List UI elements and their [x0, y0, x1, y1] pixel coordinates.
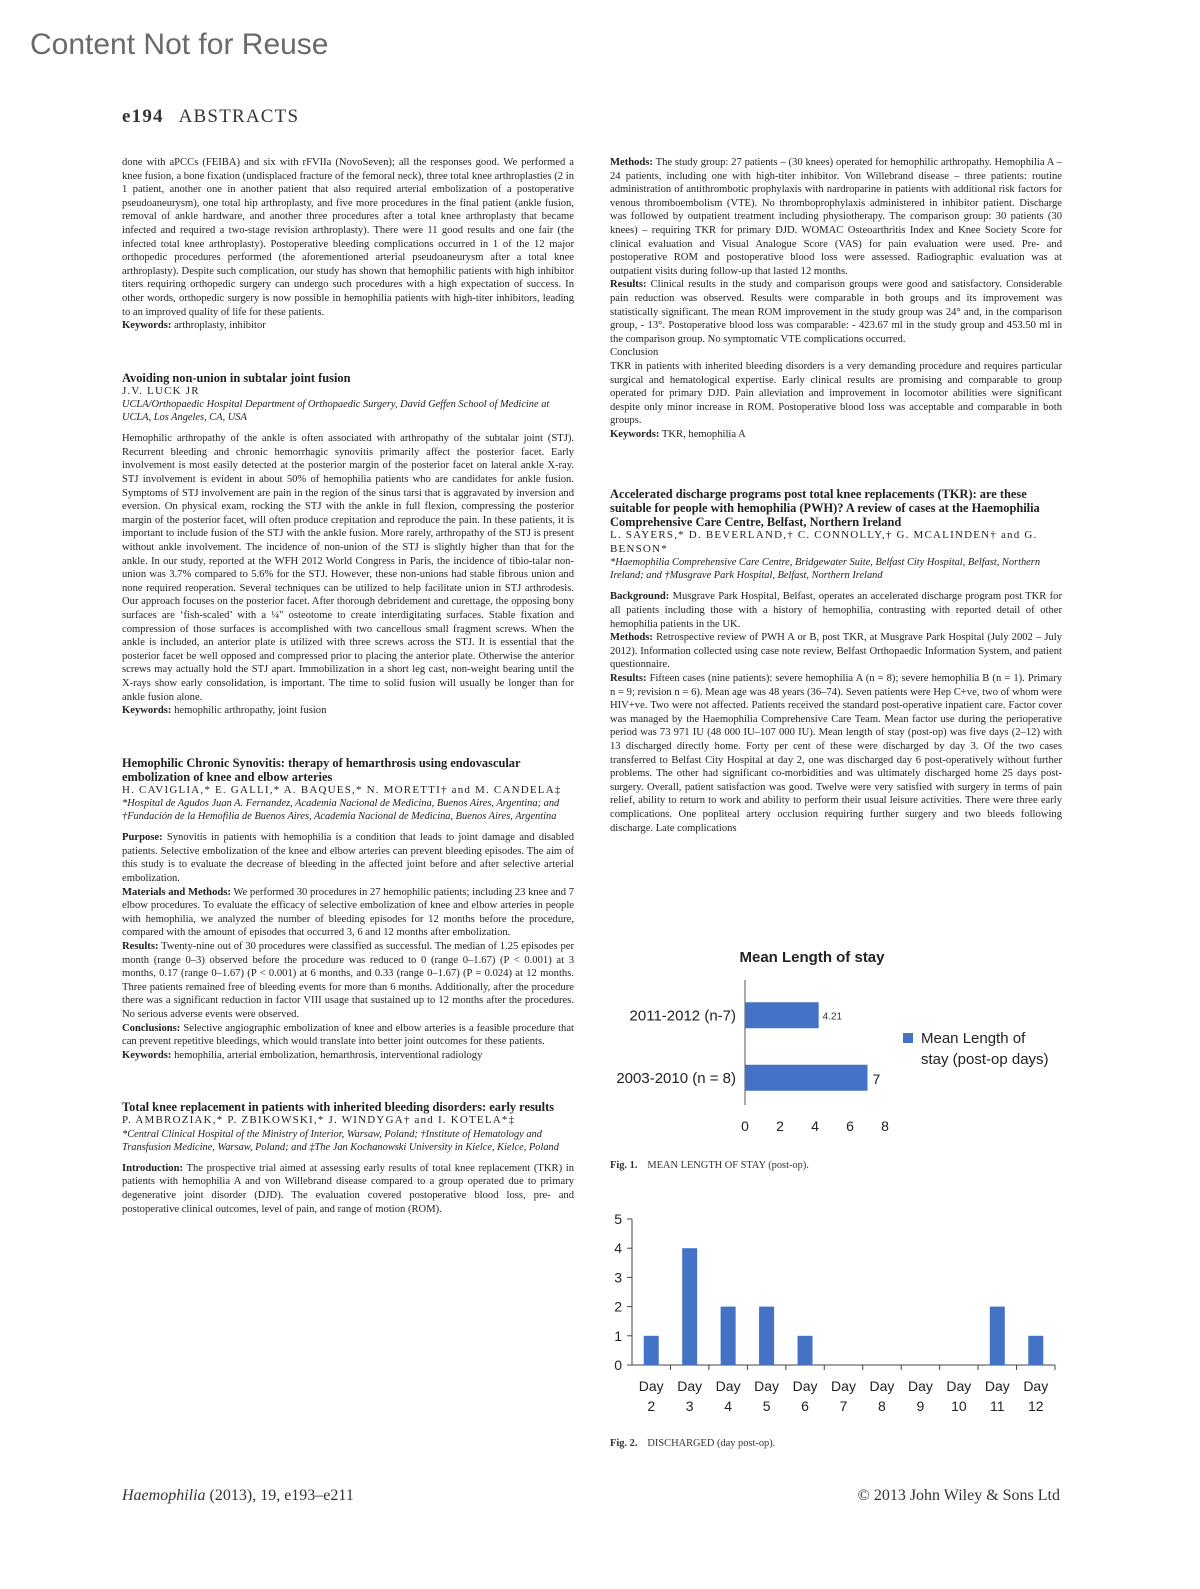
- intro-keywords: [122, 319, 574, 333]
- y-tick-label: 0: [614, 1357, 622, 1373]
- section-label: Background:: [610, 591, 670, 603]
- y-tick-label: 3: [614, 1269, 622, 1286]
- figure-1: [600, 935, 1070, 1145]
- x-tick-label-line1: Day: [677, 1378, 703, 1394]
- x-tick-label-line2: 8: [878, 1398, 886, 1414]
- abstract-title: Avoiding non-union in subtalar joint fusion: [122, 370, 351, 385]
- abstract-title: Total knee replacement in patients with inherited bleeding disorders: early results: [122, 1100, 555, 1115]
- x-tick-label-line1: Day: [831, 1378, 856, 1394]
- keywords-label: Keywords:: [122, 320, 172, 332]
- category-label: 2003-2010 (n = 8): [616, 1069, 736, 1087]
- caption-label: Fig. 2.: [610, 1438, 638, 1449]
- abstract-affiliation: *Hospital de Agudos Juan A. Fernandez, Academia Nacional de Medicina, Buenos Aires, Argentina; and †Fundación de la Hemofilia de Buenos Aires, Academia Nacional de Medicina, Buenos Aires, Argentina: [122, 798, 560, 823]
- x-tick-label-line1: Day: [754, 1378, 780, 1394]
- x-tick-label: 8: [881, 1118, 889, 1134]
- keywords-label: Keywords:: [122, 705, 172, 717]
- x-tick-label-line1: Day: [715, 1378, 741, 1394]
- y-tick-label: 1: [614, 1327, 622, 1344]
- section-text: Synovitis in patients with hemophilia is a condition that leads to joint damage and disabled patients. Selective embolization of the knee and elbow arteries can prevent bleeding episodes. The aim of this study is to evaluate the decrease of bleeding in the affected joint before and after selective arterial embolization.: [122, 832, 574, 884]
- x-tick-label-line1: Day: [1023, 1378, 1049, 1394]
- introduction-section: [122, 1162, 574, 1216]
- journal-name: Haemophilia: [122, 1487, 206, 1504]
- abstract-authors: L. SAYERS,* D. BEVERLAND,† C. CONNOLLY,† G. MCALINDEN† and G. BENSON*: [610, 529, 1038, 555]
- conclusion-heading: Conclusion: [610, 347, 659, 359]
- chart-title: Mean Length of stay: [739, 949, 885, 966]
- section-label: Introduction:: [122, 1162, 184, 1174]
- x-tick-label-line2: 5: [762, 1398, 771, 1414]
- caption-label: Fig. 1.: [610, 1160, 638, 1171]
- section-label: Results:: [610, 279, 647, 291]
- keywords-label: Keywords:: [122, 1049, 172, 1061]
- y-tick-label: 4: [614, 1240, 622, 1257]
- watermark: Content Not for Reuse: [30, 28, 329, 61]
- section-label: Conclusions:: [122, 1022, 181, 1034]
- mean-length-of-stay-chart: [600, 935, 1070, 1145]
- abstract-affiliation: *Central Clinical Hospital of the Ministry of Interior, Warsaw, Poland; †Institute of Hematology and Transfusion Medicine, Warsaw, Poland; and ‡The Jan Kochanowski University in Kielce, Kielce, Poland: [122, 1128, 559, 1153]
- keywords-label: Keywords:: [610, 428, 660, 440]
- data-label: 7: [872, 1070, 881, 1087]
- bar: [798, 1336, 813, 1365]
- x-tick-label: 2: [776, 1118, 784, 1134]
- methods-section: [122, 886, 574, 940]
- results-section: [122, 940, 574, 1022]
- y-tick-label: 2: [614, 1298, 622, 1315]
- abstract-keywords: [122, 704, 574, 718]
- x-tick-label-line2: 6: [801, 1398, 809, 1414]
- page-number: e194: [122, 106, 164, 127]
- bar: [721, 1307, 736, 1365]
- section-text: Fifteen cases (nine patients): severe hemophilia A (n = 8); severe hemophilia B (n = 1). Primary n = 9; revision n = 6). Mean age was 48 years (36–74). Seven patients were Hep C+ve, two of whom were HIV+ve. Two were not affected. Patients received the standard post-operative inpatient care. Factor cover was managed by the Haemophilia Comprehensive Care Team. Mean factor use during the perioperative period was 73 971 IU (48 000 IU–107 000 IU). Mean length of stay (post-op) was five days (2–12) with 13 discharged directly home. Forty per cent of these were discharged by day 3. Of the two cases transferred to Belfast City Hospital at day 2, one was discharged day 6 post-operatively without further problems. The other had significant co-morbidities and was ultimately discharged home 25 days post-surgery. Overall, patient satisfaction was good. Twelve were very satisfied with surgery in terms of pain relief, ability to return to work and ability to perform their usual leisure activities. There were three early complications. One popliteal artery occlusion requiring further surgery and two bleeds following discharge. Late complications: [610, 673, 1062, 834]
- bar: [745, 1065, 868, 1091]
- bar: [990, 1307, 1005, 1365]
- abstract-title: Hemophilic Chronic Synovitis: therapy of hemarthrosis using endovascular embolization of knee and elbow arteries: [122, 755, 521, 784]
- section-text: Twenty-nine out of 30 procedures were classified as successful. The median of 1.25 episodes per month (range 0–3) observed before the procedure was reduced to 0 (range 0–1.67) (P < 0.001) at 3 months, 0.17 (range 0–1.67) (P < 0.001) at 6 months, and 0.33 (range 0–1.67) (P = 0.024) at 12 months. Three patients remained free of bleeding events for more than 6 months. Additionally, after the procedure there was a significant reduction in factor VIII usage that sustained up to 12 months after the procedures. No serious adverse events were observed.: [122, 940, 574, 1020]
- background-section: [610, 590, 1062, 631]
- section-title: ABSTRACTS: [178, 106, 300, 127]
- x-tick-label-line1: Day: [907, 1378, 933, 1394]
- abstract-body: Hemophilic arthropathy of the ankle is often associated with arthropathy of the subtalar joint (STJ). Recurrent bleeding and chronic hemorrhagic synovitis primarily affect the posterior facet. Early involvement is most easily detected at the posterior margin of the posterior facet on lateral ankle X-ray. STJ involvement is evident in about 50% of hemophilia patients who are candidates for ankle fusion. Symptoms of STJ involvement are pain in the region of the sinus tarsi that is aggravated by inversion and eversion. On physical exam, rocking the STJ with the ankle in full flexion, compressing the posterior margin of the posterior facet, will often produce crepitation and reproduce the pain. In these patients, it is important to include fusion of the STJ with the ankle fusion. More rarely, arthropathy of the STJ is present without ankle involvement. The incidence of non-union of the STJ is slightly higher than that for the ankle. In our study, reported at the WFH 2012 World Congress in Paris, the incidence of tibio-talar non-union was 3.7% compared to 5.6% for the STJ. However, these non-unions had stable fibrous union and none required reoperation. Several techniques can be utilized to help facilitate union in STJ arthrodesis. Our approach focuses on the posterior facet. After thorough debridement and curettage, the opposing bony surfaces are ‘fish-scaled’ with a ¼" osteotome to create interdigitating surfaces. Stable fixation and compression of those surfaces is accomplished with two cancellous small fragment screws. When the ankle is included, an anterior plate is utilized with three screws across the STJ. It is essential that the posterior facet be well opposed and compressed prior to placing the anterior plate. Otherwise the anterior screws may actually hold the STJ apart. Immobilization in a short leg cast, non-weight bearing until the X-rays show early consolidation, is important. The time to solid fusion will usually be longer than for ankle fusion alone.: [122, 433, 574, 703]
- section-label: Results:: [610, 673, 647, 685]
- x-tick-label-line1: Day: [869, 1378, 895, 1394]
- right-column: [610, 156, 1062, 835]
- x-tick-label-line2: 7: [839, 1398, 848, 1414]
- section-text: Retrospective review of PWH A or B, post TKR, at Musgrave Park Hospital (July 2002 – July 2012). Information collected using case note review, Belfast Orthopaedic Information System, and patient questionnaire.: [610, 632, 1063, 671]
- abstract-keywords: [610, 428, 1062, 442]
- figure-1-caption: [610, 1160, 809, 1171]
- y-tick-label: 5: [614, 1211, 622, 1227]
- x-tick-label-line2: 10: [951, 1398, 967, 1414]
- caption-text: DISCHARGED (day post-op).: [647, 1438, 776, 1449]
- abstract-affiliation: *Haemophilia Comprehensive Care Centre, Bridgewater Suite, Belfast City Hospital, Belfast, Northern Ireland; and †Musgrave Park Hospital, Belfast, Northern Ireland: [610, 557, 1041, 582]
- section-label: Methods:: [610, 157, 653, 168]
- section-label: Methods:: [610, 632, 653, 644]
- x-tick-label-line1: Day: [792, 1378, 818, 1394]
- left-column: [122, 156, 574, 1216]
- x-tick-label-line2: 3: [685, 1398, 694, 1414]
- methods-section: [610, 631, 1062, 672]
- x-tick-label-line1: Day: [984, 1378, 1010, 1394]
- section-text: Selective angiographic embolization of knee and elbow arteries is a feasible procedure that can prevent repetitive bleedings, which would translate into better joint outcomes for these patients.: [122, 1022, 574, 1048]
- figure-2-caption: [610, 1438, 775, 1449]
- legend-label-line1: Mean Length of: [921, 1030, 1026, 1047]
- x-tick-label: 6: [846, 1118, 854, 1134]
- abstract-title: Accelerated discharge programs post total knee replacements (TKR): are these suitable for people with hemophilia (PWH)? A review of cases at the Haemophilia Comprehensive Care Centre, Belfast, Northern Ireland: [610, 487, 1040, 530]
- section-text: We performed 30 procedures in 27 hemophilic patients; including 23 knee and 7 elbow procedures. To evaluate the efficacy of selective embolization of knee and elbow arteries in people with hemophilia, we analyzed the number of bleeding episodes for 12 months before the procedure, compared with the amount of episodes that occurred 3, 6 and 12 months after embolization.: [122, 886, 574, 939]
- abstract-affiliation: UCLA/Orthopaedic Hospital Department of Orthopaedic Surgery, David Geffen School of Medicine at UCLA, Los Angeles, CA, USA: [122, 399, 550, 424]
- conclusion-text: TKR in patients with inherited bleeding disorders is a very demanding procedure and requires particular surgical and hematological expertise. Early clinical results are promising and comparable to group operated for primary DJD. Pain alleviation and improvement in locomotor abilities were significant despite only minor increase in ROM. Postoperative blood loss was acceptable and comparable in both groups.: [610, 360, 1062, 427]
- keywords-text: arthroplasty, inhibitor: [174, 320, 266, 332]
- results-section: [610, 672, 1062, 835]
- x-tick-label: 4: [811, 1118, 819, 1134]
- section-text: Musgrave Park Hospital, Belfast, operates an accelerated discharge program post TKR for all patients including those with a history of hemophilia, contrasting with reported detail of other hemophilia patients in the UK.: [610, 591, 1062, 630]
- x-tick-label-line2: 9: [916, 1398, 925, 1414]
- discharged-day-chart: [600, 1205, 1070, 1430]
- section-label: Results:: [122, 940, 159, 952]
- bar: [1028, 1336, 1043, 1365]
- section-text: The prospective trial aimed at assessing early results of total knee replacement (TKR) in patients with hemophilia A and von Willebrand disease compared to a group operated due to primary degenerative joint disorder (DJD). The evaluation covered postoperative blood loss, pre- and postoperative clinical outcomes, level of pain, and range of motion (ROM).: [122, 1162, 574, 1215]
- conclusions-section: [122, 1022, 574, 1049]
- x-tick-label-line2: 12: [1027, 1398, 1044, 1414]
- section-text: The study group: 27 patients – (30 knees) operated for hemophilic arthropathy. Hemophilia A – 24 patients, including one with high-titer inhibitor. Von Willebrand disease – three patients: routine administration of antithrombotic prophylaxis with nardroparine in patients with additional risk factors for venous thromboembolism (VTE). No thromboprophylaxis administered in inhibitor patient. Discharge was followed by outpatient treatment including physiotherapy. The comparison group: 30 patients (30 knees) – requiring TKR for primary DJD. WOMAC Osteoarthritis Index and Knee Society Score for clinical evaluation and Visual Analogue Score (VAS) for pain evaluation were used. Pre- and postoperative ROM and postoperative blood loss were assessed. Radiographic evaluation was at outpatient visits during follow-up that lasted 12 months.: [610, 157, 1062, 277]
- section-label: Materials and Methods:: [122, 886, 231, 898]
- x-tick-label-line1: Day: [946, 1378, 972, 1394]
- figure-2: [600, 1205, 1070, 1430]
- x-tick-label-line2: 11: [990, 1398, 1005, 1414]
- results-section: [610, 278, 1062, 346]
- bar: [682, 1248, 697, 1365]
- category-label: 2011-2012 (n-7): [629, 1007, 736, 1025]
- data-label: 4.21: [822, 1011, 843, 1023]
- x-tick-label-line1: Day: [638, 1378, 664, 1394]
- x-tick-label-line2: 2: [647, 1398, 656, 1414]
- bar: [759, 1307, 774, 1365]
- footer-copyright: © 2013 John Wiley & Sons Ltd: [857, 1487, 1060, 1504]
- legend-label-line2: stay (post-op days): [921, 1051, 1049, 1068]
- citation-text: (2013), 19, e193–e211: [209, 1487, 354, 1504]
- running-header: [122, 106, 299, 128]
- x-tick-label: 0: [741, 1118, 749, 1134]
- section-label: Purpose:: [122, 832, 163, 844]
- methods-section: [610, 156, 1062, 278]
- intro-paragraph: done with aPCCs (FEIBA) and six with rFVIIa (NovoSeven); all the responses good. We performed a knee fusion, a bone fixation (undisplaced fracture of the femoral neck), three total knee arthroplasties (2 in 1 patient, another one in another patient that also required arterial embolization of a postoperative pseudoaneurysm), one total hip arthroplasty, and five more procedures in the final patient (ankle fusion, removal of ankle hardware, and another three procedures after a total knee arthroplasty that became infected and required a two-stage revision arthroplasty). There were 11 good results and one fair (the infected total knee arthroplasty). Postoperative bleeding complications occurred in 1 of the 12 major orthopedic procedures performed (the aforementioned arterial pseudoaneurysm after a total knee arthroplasty). Despite such complication, our study has shown that hemophilic patients with high inhibitor titers requiring orthopedic surgery can undergo such procedures with a high expectation of success. In other words, orthopedic surgery is now possible in hemophilia patients with high-titer inhibitors, leading to an improved quality of life for these patients.: [122, 157, 574, 318]
- bar: [644, 1336, 659, 1365]
- footer-citation: [122, 1487, 354, 1505]
- caption-text: MEAN LENGTH OF STAY (post-op).: [647, 1160, 809, 1171]
- bar: [745, 1002, 819, 1028]
- legend-swatch: [903, 1033, 913, 1043]
- keywords-text: hemophilia, arterial embolization, hemarthrosis, interventional radiology: [174, 1049, 483, 1061]
- abstract-keywords: [122, 1049, 574, 1063]
- x-tick-label-line2: 4: [724, 1398, 733, 1414]
- abstract-authors: P. AMBROZIAK,* P. ZBIKOWSKI,* J. WINDYGA† and I. KOTELA*‡: [122, 1114, 516, 1127]
- keywords-text: hemophilic arthropathy, joint fusion: [174, 705, 327, 717]
- section-text: Clinical results in the study and comparison groups were good and satisfactory. Considerable pain reduction was observed. Results were comparable in both groups and its improvement was statistically significant. The mean ROM improvement in the study group was 24° and, in the comparison group, - 13°. Postoperative blood loss was comparable: - 423.67 ml in the study group and 453.50 ml in the comparison group. No symptomatic VTE complications occurred.: [610, 279, 1062, 345]
- purpose-section: [122, 831, 574, 885]
- abstract-authors: J.V. LUCK JR: [122, 384, 200, 397]
- keywords-text: TKR, hemophilia A: [661, 428, 746, 440]
- abstract-authors: H. CAVIGLIA,* E. GALLI,* A. BAQUES,* N. MORETTI† and M. CANDELA‡: [122, 783, 562, 796]
